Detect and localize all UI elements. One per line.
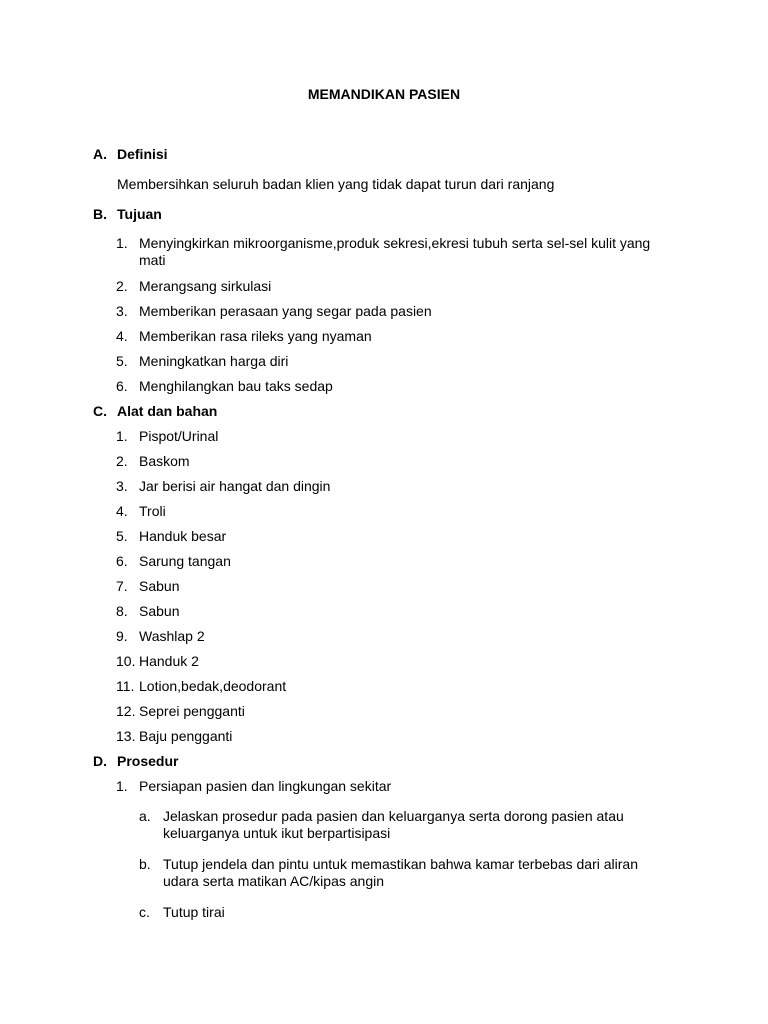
list-item (116, 328, 676, 345)
item-text: Troli (139, 503, 166, 519)
item-number: 1. (116, 235, 128, 251)
item-number: 13. (116, 728, 136, 744)
section-title: Definisi (117, 146, 168, 162)
item-text: Lotion,bedak,deodorant (139, 678, 287, 694)
item-text: Memberikan perasaan yang segar pada pasien (139, 303, 432, 319)
item-number: 3. (116, 478, 128, 494)
item-number: 2. (116, 453, 128, 469)
item-text: Washlap 2 (139, 628, 205, 644)
section-title: Prosedur (117, 753, 179, 769)
list-item (116, 678, 676, 695)
item-number: 11. (116, 678, 135, 694)
sub-item-letter: b. (139, 856, 151, 872)
item-number: 1. (116, 428, 128, 444)
item-number: 6. (116, 553, 128, 569)
item-text: Jar berisi air hangat dan dingin (139, 478, 331, 494)
list-item (116, 603, 676, 620)
item-text: Sabun (139, 578, 180, 594)
item-number: 6. (116, 378, 128, 394)
sub-list-item (139, 808, 639, 842)
list-item (116, 553, 676, 570)
section-letter: C. (93, 403, 107, 419)
document-title: MEMANDIKAN PASIEN (307, 86, 461, 102)
sub-item-letter: c. (139, 904, 150, 920)
item-number: 5. (116, 353, 128, 369)
section-c-heading (93, 403, 217, 420)
item-text: Menyingkirkan mikroorganisme,produk sekresi,ekresi tubuh serta sel-sel kulit yang mati (139, 235, 651, 268)
item-text: Pispot/Urinal (139, 428, 219, 444)
item-number: 5. (116, 528, 128, 544)
item-text: Handuk besar (139, 528, 227, 544)
list-item (116, 578, 676, 595)
item-number: 8. (116, 603, 128, 619)
section-d-heading (93, 753, 178, 770)
item-number: 2. (116, 278, 128, 294)
list-item (116, 653, 676, 670)
list-item (116, 303, 676, 320)
list-item (116, 528, 676, 545)
item-text: Sabun (139, 603, 180, 619)
list-item (116, 428, 676, 445)
list-item (116, 628, 676, 645)
item-text: Baju pengganti (139, 728, 233, 744)
item-number: 4. (116, 503, 128, 519)
list-item (116, 478, 676, 495)
sub-item-text: Jelaskan prosedur pada pasien dan keluarganya serta dorong pasien atau keluarganya untuk ikut berpartisipasi (163, 808, 624, 841)
item-text: Persiapan pasien dan lingkungan sekitar (139, 778, 392, 794)
item-number: 10. (116, 653, 136, 669)
list-item (116, 353, 676, 370)
sub-item-text: Tutup jendela dan pintu untuk memastikan bahwa kamar terbebas dari aliran udara serta matikan AC/kipas angin (163, 856, 638, 889)
section-b-heading (93, 206, 162, 223)
list-item (116, 503, 676, 520)
list-item (116, 378, 676, 395)
item-text: Baskom (139, 453, 190, 469)
list-item (116, 728, 676, 745)
list-item (116, 278, 676, 295)
section-title: Alat dan bahan (117, 403, 218, 419)
item-number: 3. (116, 303, 128, 319)
item-number: 7. (116, 578, 128, 594)
sub-list-item (139, 904, 659, 921)
item-number: 1. (116, 778, 128, 794)
sub-item-text: Tutup tirai (163, 904, 225, 920)
item-text: Meningkatkan harga diri (139, 353, 289, 369)
sub-list-item (139, 856, 659, 890)
item-number: 9. (116, 628, 128, 644)
item-text: Merangsang sirkulasi (139, 278, 272, 294)
list-item (116, 453, 676, 470)
section-letter: A. (93, 146, 107, 162)
list-item (116, 235, 661, 269)
definition-text: Membersihkan seluruh badan klien yang tidak dapat turun dari ranjang (117, 176, 555, 192)
section-title: Tujuan (117, 206, 162, 222)
item-text: Memberikan rasa rileks yang nyaman (139, 328, 372, 344)
section-letter: D. (93, 753, 107, 769)
item-number: 12. (116, 703, 136, 719)
item-text: Menghilangkan bau taks sedap (139, 378, 333, 394)
item-text: Seprei pengganti (139, 703, 245, 719)
section-letter: B. (93, 206, 107, 222)
item-number: 4. (116, 328, 128, 344)
list-item (116, 778, 676, 795)
item-text: Handuk 2 (139, 653, 199, 669)
sub-item-letter: a. (139, 808, 151, 824)
list-item (116, 703, 676, 720)
section-a-heading (93, 146, 168, 163)
item-text: Sarung tangan (139, 553, 231, 569)
